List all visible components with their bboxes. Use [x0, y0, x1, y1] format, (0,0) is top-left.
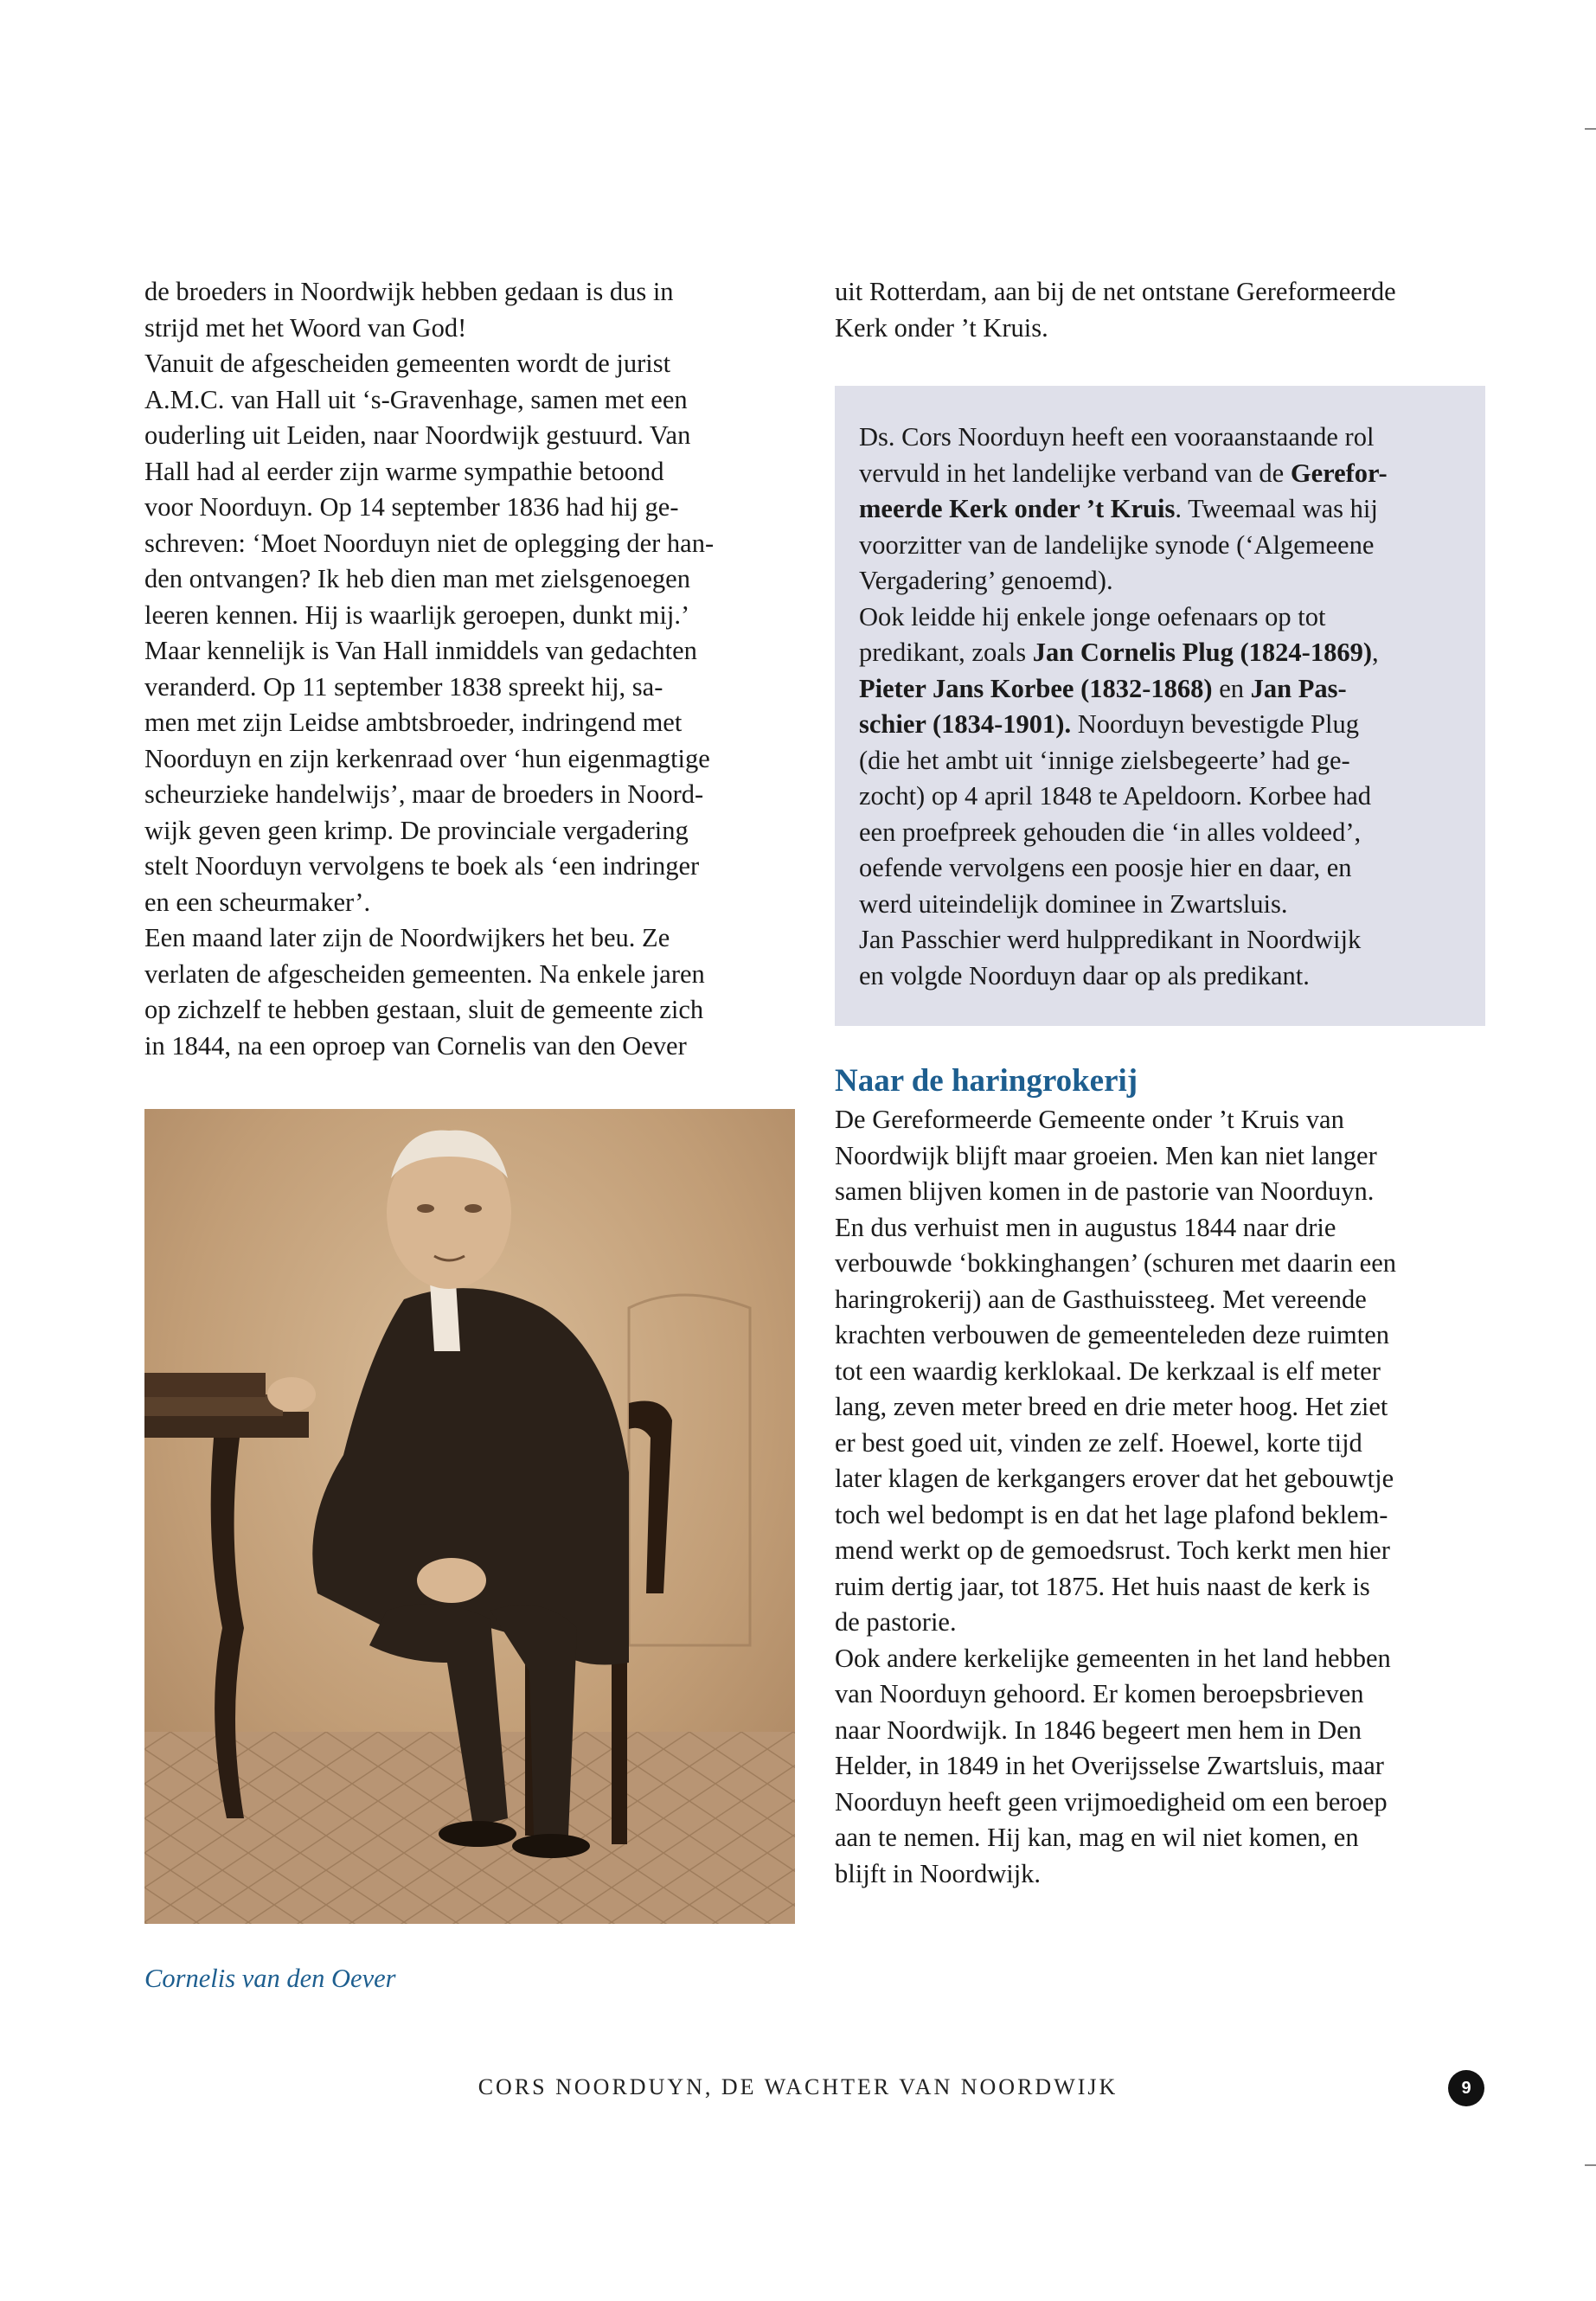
text-line: Noordwijk blijft maar groeien. Men kan niet langer [835, 1140, 1377, 1170]
info-box-text [859, 420, 1465, 994]
text-line: Jan Passchier werd hulppredikant in Noordwijk [859, 925, 1362, 954]
running-title: CORS NOORDUYN, DE WACHTER VAN NOORDWIJK [478, 2074, 1118, 2099]
text-line: Een maand later zijn de Noordwijkers het beu. Ze [144, 923, 670, 952]
text-line: A.M.C. van Hall uit ‘s-Gravenhage, samen met een [144, 384, 688, 414]
text-line: Pieter Jans Korbee (1832-1868) en Jan Pas- [859, 673, 1347, 703]
text-line: leeren kennen. Hij is waarlijk geroepen, dunkt mij.’ [144, 599, 690, 630]
text-line: veranderd. Op 11 september 1838 spreekt hij, sa- [144, 671, 663, 702]
text-line: zocht) op 4 april 1848 te Apeldoorn. Korbee had [859, 781, 1372, 811]
text-line: Helder, in 1849 in het Overijsselse Zwartsluis, maar [835, 1751, 1384, 1780]
right-column-intro [835, 274, 1488, 346]
text-line: verlaten de afgescheiden gemeenten. Na enkele jaren [144, 958, 705, 989]
text-line: van Noorduyn gehoord. Er komen beroepsbrieven [835, 1679, 1364, 1708]
text-line: Ook leidde hij enkele jonge oefenaars op tot [859, 601, 1326, 631]
text-line: ruim dertig jaar, tot 1875. Het huis naast de kerk is [835, 1571, 1370, 1601]
text-line: De Gereformeerde Gemeente onder ’t Kruis van [835, 1105, 1344, 1134]
crop-mark [1585, 128, 1596, 130]
text-line: samen blijven komen in de pastorie van Noorduyn. [835, 1176, 1375, 1206]
text-line: schreven: ‘Moet Noorduyn niet de oplegging der han- [144, 528, 715, 558]
text-line: En dus verhuist men in augustus 1844 naar drie [835, 1212, 1336, 1242]
text-line: toch wel bedompt is en dat het lage plafond beklem- [835, 1499, 1388, 1529]
text-line: meerde Kerk onder ’t Kruis. Tweemaal was hij [859, 494, 1378, 523]
text-line: voorzitter van de landelijke synode (‘Algemeene [859, 529, 1375, 560]
text-line: ouderling uit Leiden, naar Noordwijk gestuurd. Van [144, 420, 691, 450]
left-column-text [144, 274, 798, 1064]
right-column-text [835, 1102, 1488, 1892]
text-line: blijft in Noordwijk. [835, 1858, 1042, 1888]
photo-caption: Cornelis van den Oever [144, 1964, 396, 1993]
page-number: 9 [1448, 2070, 1484, 2106]
crop-mark [1585, 2164, 1596, 2166]
text-line: Kerk onder ’t Kruis. [835, 312, 1048, 343]
text-line: er best goed uit, vinden ze zelf. Hoewel, korte tijd [835, 1427, 1362, 1458]
text-line: strijd met het Woord van God! [144, 312, 467, 343]
text-line: Noorduyn heeft geen vrijmoedigheid om een beroep [835, 1786, 1388, 1817]
text-line: oefende vervolgens een poosje hier en daar, en [859, 853, 1352, 882]
section-heading: Naar de haringrokerij [835, 1063, 1138, 1099]
text-line: naar Noordwijk. In 1846 begeert men hem in Den [835, 1715, 1362, 1745]
text-line: krachten verbouwen de gemeenteleden deze ruimten [835, 1320, 1390, 1349]
text-line: haringrokerij) aan de Gasthuissteeg. Met vereende [835, 1284, 1367, 1314]
text-line: Ook andere kerkelijke gemeenten in het land hebben [835, 1643, 1391, 1673]
text-line: (die het ambt uit ‘innige zielsbegeerte’ had ge- [859, 745, 1350, 775]
text-line: de pastorie. [835, 1607, 957, 1637]
text-line: vervuld in het landelijke verband van de Gerefor- [859, 458, 1388, 488]
text-line: schier (1834-1901). Noorduyn bevestigde Plug [859, 709, 1360, 739]
text-line: de broeders in Noordwijk hebben gedaan is dus in [144, 277, 674, 306]
text-line: in 1844, na een oproep van Cornelis van den Oever [144, 1030, 687, 1061]
text-line: Hall had al eerder zijn warme sympathie betoond [144, 456, 664, 486]
text-line: en een scheurmaker’. [144, 887, 371, 917]
portrait-illustration [144, 1109, 795, 1924]
text-line: Noorduyn en zijn kerkenraad over ‘hun eigenmagtige [144, 743, 710, 773]
text-line: stelt Noorduyn vervolgens te boek als ‘een indringer [144, 851, 700, 881]
text-line: scheurzieke handelwijs’, maar de broeders in Noord- [144, 779, 704, 809]
text-line: wijk geven geen krimp. De provinciale vergadering [144, 815, 689, 845]
text-line: Vanuit de afgescheiden gemeenten wordt de jurist [144, 349, 671, 378]
text-line: later klagen de kerkgangers erover dat het gebouwtje [835, 1464, 1394, 1493]
text-line: werd uiteindelijk dominee in Zwartsluis. [859, 888, 1288, 919]
info-box [835, 386, 1485, 1026]
text-line: lang, zeven meter breed en drie meter hoog. Het ziet [835, 1392, 1388, 1421]
text-line: uit Rotterdam, aan bij de net ontstane Gereformeerde [835, 277, 1396, 306]
text-line: een proefpreek gehouden die ‘in alles voldeed’, [859, 817, 1362, 847]
text-line: tot een waardig kerklokaal. De kerkzaal is elf meter [835, 1356, 1381, 1386]
text-line: predikant, zoals Jan Cornelis Plug (1824-1869), [859, 638, 1379, 667]
text-line: Ds. Cors Noorduyn heeft een vooraanstaande rol [859, 422, 1375, 452]
text-line: op zichzelf te hebben gestaan, sluit de gemeente zich [144, 995, 704, 1024]
text-line: Vergadering’ genoemd). [859, 566, 1113, 595]
portrait-photo [144, 1109, 795, 1924]
text-line: mend werkt op de gemoedsrust. Toch kerkt men hier [835, 1535, 1390, 1565]
text-line: voor Noorduyn. Op 14 september 1836 had hij ge- [144, 492, 679, 522]
text-line: en volgde Noorduyn daar op als predikant. [859, 960, 1310, 990]
text-line: verbouwde ‘bokkinghangen’ (schuren met daarin een [835, 1248, 1397, 1278]
text-line: aan te nemen. Hij kan, mag en wil niet komen, en [835, 1823, 1359, 1852]
text-line: Maar kennelijk is Van Hall inmiddels van gedachten [144, 636, 697, 665]
text-line: men met zijn Leidse ambtsbroeder, indringend met [144, 708, 683, 737]
text-line: den ontvangen? Ik heb dien man met zielsgenoegen [144, 564, 690, 593]
